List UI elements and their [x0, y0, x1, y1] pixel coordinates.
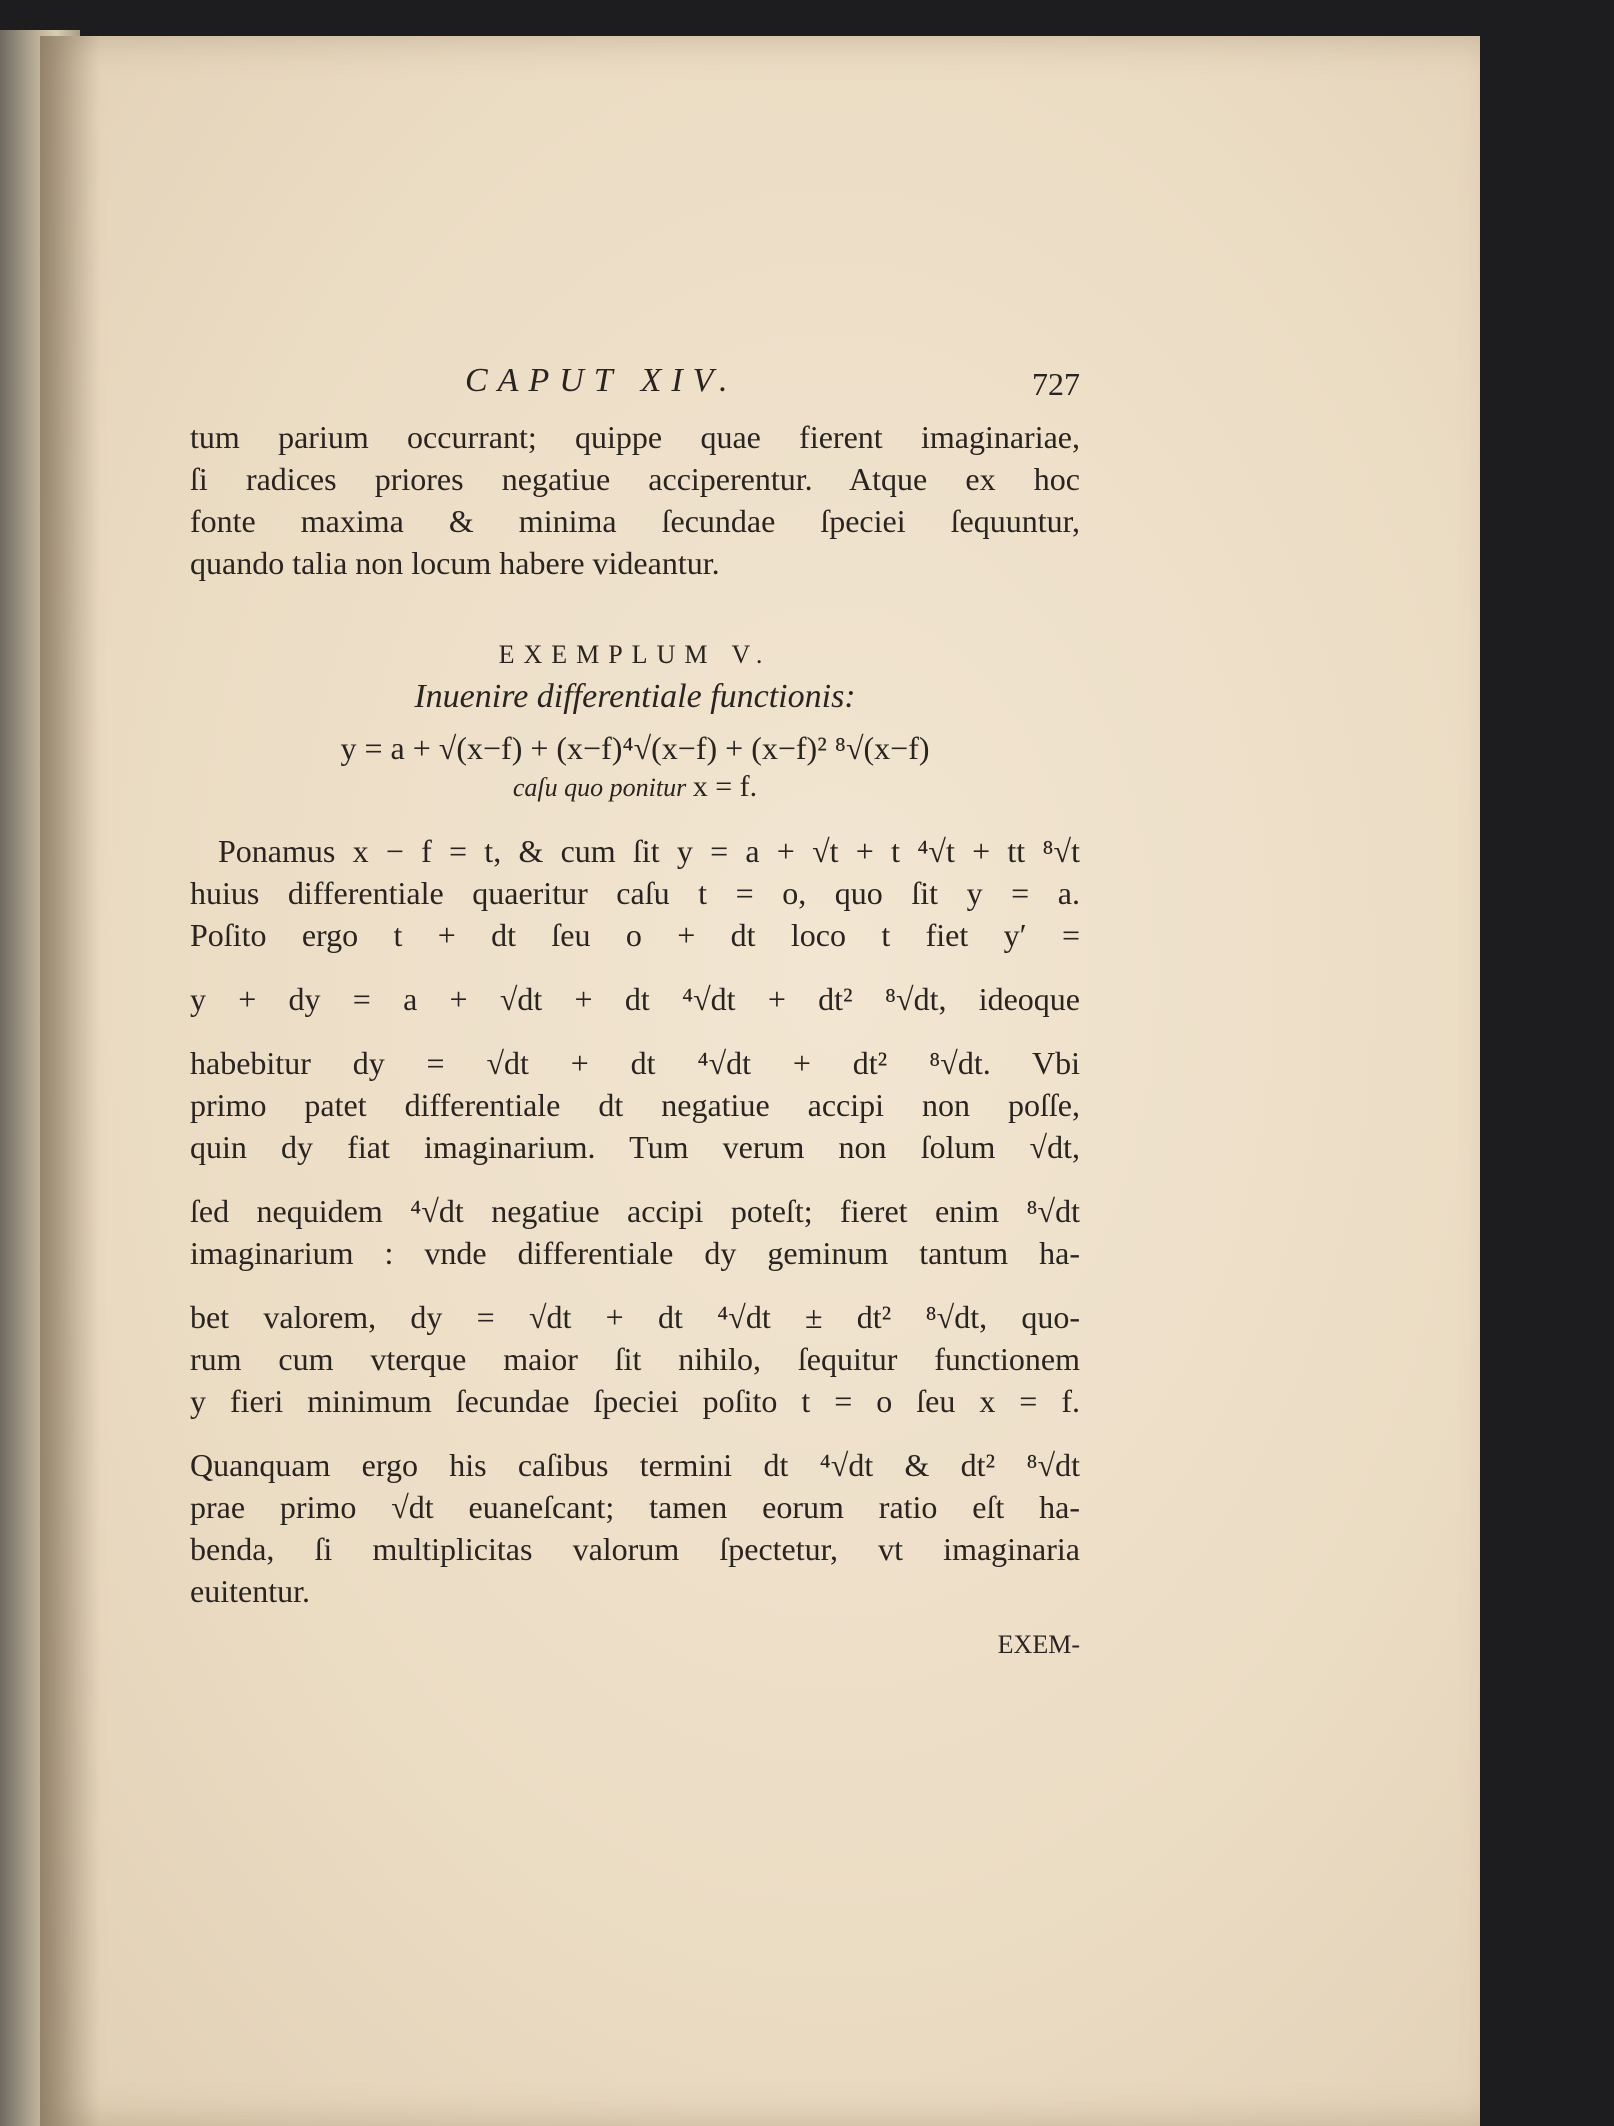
text-line: tum parium occurrant; quippe quae fierent imaginariae,	[190, 419, 1080, 455]
text-line: bet valorem, dy = √dt + dt ⁴√dt ± dt² ⁸√dt, quo-	[190, 1299, 1080, 1335]
text-line: prae primo √dt euaneſcant; tamen eorum ratio eſt ha-	[190, 1489, 1080, 1525]
text-line: quin dy fiat imaginarium. Tum verum non ſolum √dt,	[190, 1129, 1080, 1165]
condition-value: x = f.	[692, 770, 758, 803]
text-line: rum cum vterque maior ſit nihilo, ſequitur functionem	[190, 1341, 1080, 1377]
text-line: fonte maxima & minima ſecundae ſpeciei ſequuntur,	[190, 503, 1080, 539]
formula: y = a + √(x−f) + (x−f)⁴√(x−f) + (x−f)² ⁸√(x−f)	[340, 730, 930, 766]
paragraph-3	[190, 1444, 1080, 1612]
page-number: 727	[1032, 366, 1080, 402]
text-line: y fieri minimum ſecundae ſpeciei poſito t = o ſeu x = f.	[190, 1383, 1080, 1419]
text-line: quando talia non locum habere videantur.	[190, 545, 720, 581]
example-subtitle: Inuenire differentiale functionis:	[414, 678, 856, 715]
text-line: primo patet differentiale dt negatiue accipi non poſſe,	[190, 1087, 1080, 1123]
page-text	[190, 356, 1080, 1660]
catchword: EXEM-	[997, 1630, 1080, 1659]
paragraph-2	[190, 830, 1080, 1422]
paragraph-1	[190, 416, 1080, 584]
text-line: huius differentiale quaeritur caſu t = o, quo ſit y = a.	[190, 875, 1080, 911]
page-header	[190, 356, 1080, 416]
condition-label: caſu quo ponitur	[512, 773, 687, 802]
text-line: Quanquam ergo his caſibus termini dt ⁴√dt & dt² ⁸√dt	[190, 1447, 1080, 1483]
text-line: ſed nequidem ⁴√dt negatiue accipi poteſt; fieret enim ⁸√dt	[190, 1193, 1080, 1229]
example-title: EXEMPLUM V.	[498, 640, 772, 669]
text-line: euitentur.	[190, 1573, 310, 1609]
text-line: imaginarium : vnde differentiale dy geminum tantum ha-	[190, 1235, 1080, 1271]
running-head: CAPUT XIV.	[465, 362, 738, 399]
text-line: habebitur dy = √dt + dt ⁴√dt + dt² ⁸√dt. Vbi	[190, 1045, 1080, 1081]
text-line: Poſito ergo t + dt ſeu o + dt loco t fiet y′ =	[190, 917, 1080, 953]
text-line: benda, ſi multiplicitas valorum ſpectetur, vt imaginaria	[190, 1531, 1080, 1567]
text-line: ſi radices priores negatiue acciperentur. Atque ex hoc	[190, 461, 1080, 497]
formula-condition	[190, 770, 1080, 804]
text-line: y + dy = a + √dt + dt ⁴√dt + dt² ⁸√dt, ideoque	[190, 981, 1080, 1017]
text-line: Ponamus x − f = t, & cum ſit y = a + √t + t ⁴√t + tt ⁸√t	[218, 833, 1080, 869]
